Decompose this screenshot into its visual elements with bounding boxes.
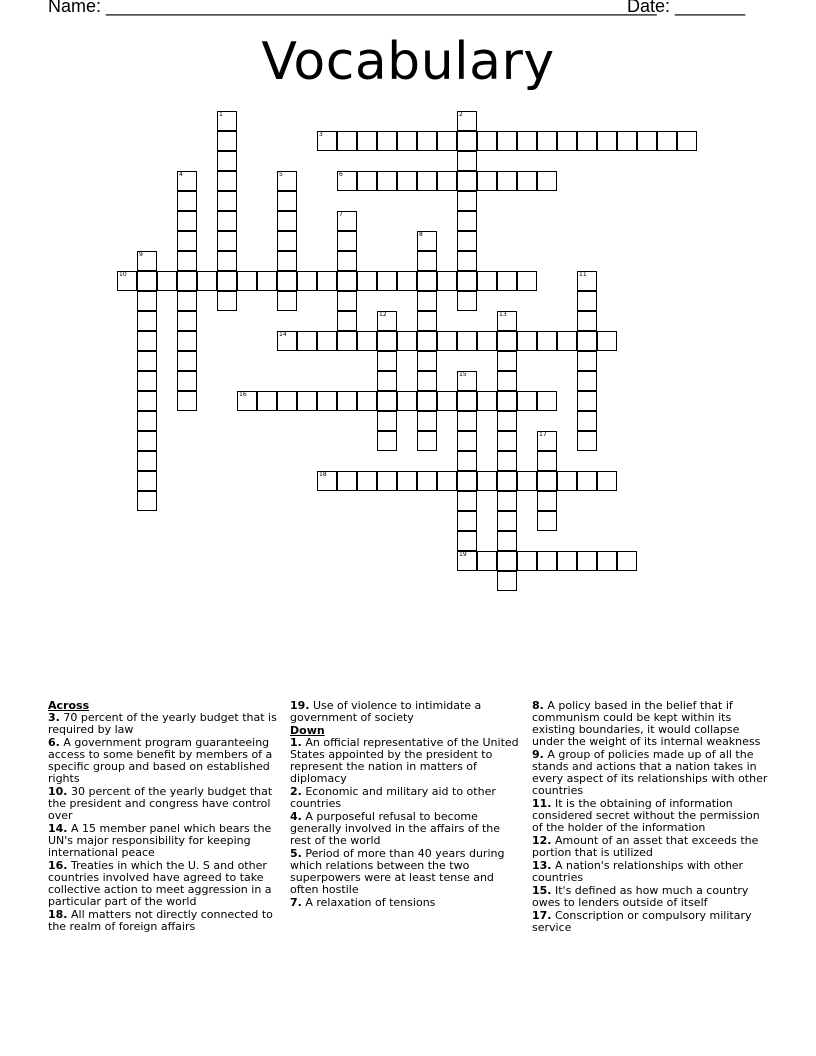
- grid-cell[interactable]: [357, 131, 377, 151]
- grid-cell[interactable]: [297, 271, 317, 291]
- grid-cell[interactable]: [457, 471, 477, 491]
- grid-cell[interactable]: [177, 331, 197, 351]
- grid-cell[interactable]: [337, 391, 357, 411]
- clue-item: [290, 737, 520, 785]
- grid-cell[interactable]: [417, 291, 437, 311]
- across-clues-continued: [290, 700, 520, 724]
- grid-cell[interactable]: [337, 131, 357, 151]
- down-clues-continued: [532, 700, 768, 934]
- clue-item-number: 16.: [48, 859, 68, 872]
- grid-cell[interactable]: [337, 311, 357, 331]
- clue-column-2: [290, 700, 520, 910]
- grid-cell[interactable]: [577, 471, 597, 491]
- grid-cell[interactable]: [377, 271, 397, 291]
- grid-cell[interactable]: [337, 271, 357, 291]
- grid-cell[interactable]: [177, 291, 197, 311]
- grid-cell[interactable]: [617, 131, 637, 151]
- grid-cell[interactable]: [597, 131, 617, 151]
- grid-cell[interactable]: [377, 131, 397, 151]
- grid-cell[interactable]: [137, 471, 157, 491]
- grid-cell[interactable]: [557, 331, 577, 351]
- grid-cell[interactable]: [137, 431, 157, 451]
- grid-cell[interactable]: [277, 271, 297, 291]
- grid-cell[interactable]: [417, 131, 437, 151]
- clue-item-text: An official representative of the United States appointed by the president to represent the nation in matters of diplomacy: [290, 736, 519, 785]
- grid-cell[interactable]: [497, 391, 517, 411]
- grid-cell[interactable]: [497, 511, 517, 531]
- grid-cell[interactable]: [537, 131, 557, 151]
- clue-item-text: It is the obtaining of information considered secret without the permission of the holder of the information: [532, 797, 760, 834]
- clue-number: 6: [339, 171, 343, 178]
- grid-cell[interactable]: [597, 471, 617, 491]
- grid-cell[interactable]: [277, 231, 297, 251]
- grid-cell[interactable]: [417, 411, 437, 431]
- clue-item-text: A 15 member panel which bears the UN's major responsibility for keeping international peace: [48, 822, 272, 859]
- grid-cell[interactable]: [337, 211, 357, 231]
- clue-item-number: 18.: [48, 908, 68, 921]
- grid-cell[interactable]: [257, 271, 277, 291]
- clue-number: 12: [379, 311, 387, 318]
- grid-cell[interactable]: [517, 171, 537, 191]
- clue-number: 10: [119, 271, 127, 278]
- grid-cell[interactable]: [217, 151, 237, 171]
- grid-cell[interactable]: [537, 491, 557, 511]
- clue-number: 1: [219, 111, 223, 118]
- grid-cell[interactable]: [357, 331, 377, 351]
- clue-number: 7: [339, 211, 343, 218]
- grid-cell[interactable]: [517, 391, 537, 411]
- grid-cell[interactable]: [237, 391, 257, 411]
- clue-item-text: Conscription or compulsory military service: [532, 909, 752, 934]
- grid-cell[interactable]: [237, 271, 257, 291]
- clue-number: 9: [139, 251, 143, 258]
- grid-cell[interactable]: [257, 391, 277, 411]
- grid-cell[interactable]: [517, 131, 537, 151]
- grid-cell[interactable]: [577, 431, 597, 451]
- grid-cell[interactable]: [577, 131, 597, 151]
- grid-cell[interactable]: [397, 131, 417, 151]
- grid-cell[interactable]: [537, 171, 557, 191]
- grid-cell[interactable]: [577, 311, 597, 331]
- grid-cell[interactable]: [457, 111, 477, 131]
- grid-cell[interactable]: [177, 171, 197, 191]
- clue-item: [532, 860, 768, 884]
- clue-item: [532, 885, 768, 909]
- clue-item: [48, 823, 280, 859]
- grid-cell[interactable]: [217, 111, 237, 131]
- clue-item-text: A policy based in the belief that if communism could be kept within its existing boundaries, it would collapse under the weight of its internal weakness: [532, 699, 761, 748]
- grid-cell[interactable]: [497, 571, 517, 591]
- grid-cell[interactable]: [137, 371, 157, 391]
- clue-item: [290, 811, 520, 847]
- grid-cell[interactable]: [457, 271, 477, 291]
- grid-cell[interactable]: [657, 131, 677, 151]
- clue-number: 13: [499, 311, 507, 318]
- grid-cell[interactable]: [477, 391, 497, 411]
- grid-cell[interactable]: [417, 471, 437, 491]
- grid-cell[interactable]: [497, 331, 517, 351]
- clue-item-text: Treaties in which the U. S and other countries involved have agreed to take collective action to meet aggression in a particular part of the world: [48, 859, 272, 908]
- across-clues: [48, 712, 280, 933]
- grid-cell[interactable]: [117, 271, 137, 291]
- clue-item-number: 10.: [48, 785, 68, 798]
- grid-cell[interactable]: [577, 331, 597, 351]
- grid-cell[interactable]: [457, 251, 477, 271]
- grid-cell[interactable]: [537, 471, 557, 491]
- grid-cell[interactable]: [437, 391, 457, 411]
- clue-item-number: 8.: [532, 699, 544, 712]
- clue-item-text: Use of violence to intimidate a government of society: [290, 699, 482, 724]
- grid-cell[interactable]: [277, 211, 297, 231]
- clue-item-number: 17.: [532, 909, 552, 922]
- clue-number: 2: [459, 111, 463, 118]
- grid-cell[interactable]: [457, 491, 477, 511]
- grid-cell[interactable]: [457, 391, 477, 411]
- grid-cell[interactable]: [397, 271, 417, 291]
- grid-cell[interactable]: [497, 411, 517, 431]
- clue-item-number: 6.: [48, 736, 60, 749]
- clue-column-1: [48, 700, 280, 934]
- grid-cell[interactable]: [377, 171, 397, 191]
- grid-cell[interactable]: [397, 331, 417, 351]
- grid-cell[interactable]: [457, 331, 477, 351]
- clue-item-number: 3.: [48, 711, 60, 724]
- grid-cell[interactable]: [377, 331, 397, 351]
- grid-cell[interactable]: [457, 231, 477, 251]
- grid-cell[interactable]: [497, 431, 517, 451]
- grid-cell[interactable]: [377, 311, 397, 331]
- grid-cell[interactable]: [217, 171, 237, 191]
- clue-item: [48, 860, 280, 908]
- clue-item: [532, 798, 768, 834]
- grid-cell[interactable]: [137, 251, 157, 271]
- grid-cell[interactable]: [297, 391, 317, 411]
- grid-cell[interactable]: [137, 271, 157, 291]
- grid-cell[interactable]: [377, 391, 397, 411]
- grid-cell[interactable]: [597, 551, 617, 571]
- clue-item-text: Period of more than 40 years during which relations between the two superpowers were at least tense and often hostile: [290, 847, 505, 896]
- grid-cell[interactable]: [417, 391, 437, 411]
- grid-cell[interactable]: [457, 171, 477, 191]
- grid-cell[interactable]: [537, 391, 557, 411]
- grid-cell[interactable]: [277, 191, 297, 211]
- grid-cell[interactable]: [137, 491, 157, 511]
- clue-number: 18: [319, 471, 327, 478]
- grid-cell[interactable]: [137, 311, 157, 331]
- clue-item-number: 5.: [290, 847, 302, 860]
- clue-number: 15: [459, 371, 467, 378]
- clue-item-text: Amount of an asset that exceeds the portion that is utilized: [532, 834, 759, 859]
- grid-cell[interactable]: [457, 431, 477, 451]
- grid-cell[interactable]: [557, 551, 577, 571]
- clue-item-number: 4.: [290, 810, 302, 823]
- grid-cell[interactable]: [277, 171, 297, 191]
- grid-cell[interactable]: [417, 171, 437, 191]
- grid-cell[interactable]: [617, 551, 637, 571]
- grid-cell[interactable]: [457, 371, 477, 391]
- clue-item-number: 12.: [532, 834, 552, 847]
- across-heading: Across: [48, 699, 90, 712]
- clue-item-number: 2.: [290, 785, 302, 798]
- grid-cell[interactable]: [477, 471, 497, 491]
- grid-cell[interactable]: [337, 231, 357, 251]
- clue-item-text: A purposeful refusal to become generally involved in the affairs of the rest of the world: [290, 810, 501, 847]
- grid-cell[interactable]: [177, 191, 197, 211]
- grid-cell[interactable]: [457, 531, 477, 551]
- grid-cell[interactable]: [577, 391, 597, 411]
- grid-cell[interactable]: [537, 331, 557, 351]
- clue-item-text: A group of policies made up of all the stands and actions that a nation takes in every aspect of its relationships with other countries: [532, 748, 768, 797]
- grid-cell[interactable]: [497, 471, 517, 491]
- grid-cell[interactable]: [137, 411, 157, 431]
- grid-cell[interactable]: [577, 551, 597, 571]
- grid-cell[interactable]: [157, 271, 177, 291]
- name-field-label: Name: _______________________________________________________: [48, 0, 657, 16]
- grid-cell[interactable]: [277, 391, 297, 411]
- grid-cell[interactable]: [177, 271, 197, 291]
- grid-cell[interactable]: [317, 271, 337, 291]
- grid-cell[interactable]: [357, 391, 377, 411]
- grid-cell[interactable]: [217, 291, 237, 311]
- grid-cell[interactable]: [137, 291, 157, 311]
- grid-cell[interactable]: [437, 331, 457, 351]
- grid-cell[interactable]: [477, 271, 497, 291]
- clue-item-number: 11.: [532, 797, 552, 810]
- clue-item-text: 70 percent of the yearly budget that is required by law: [48, 711, 277, 736]
- grid-cell[interactable]: [337, 331, 357, 351]
- grid-cell[interactable]: [457, 291, 477, 311]
- grid-cell[interactable]: [457, 411, 477, 431]
- grid-cell[interactable]: [457, 211, 477, 231]
- grid-cell[interactable]: [397, 171, 417, 191]
- grid-cell[interactable]: [277, 251, 297, 271]
- clue-number: 11: [579, 271, 587, 278]
- grid-cell[interactable]: [537, 551, 557, 571]
- grid-cell[interactable]: [457, 511, 477, 531]
- grid-cell[interactable]: [177, 351, 197, 371]
- clue-item: [48, 712, 280, 736]
- grid-cell[interactable]: [317, 131, 337, 151]
- clue-item-text: All matters not directly connected to the realm of foreign affairs: [48, 908, 273, 933]
- grid-cell[interactable]: [537, 431, 557, 451]
- grid-cell[interactable]: [497, 171, 517, 191]
- grid-cell[interactable]: [497, 531, 517, 551]
- grid-cell[interactable]: [217, 211, 237, 231]
- grid-cell[interactable]: [357, 271, 377, 291]
- grid-cell[interactable]: [417, 431, 437, 451]
- grid-cell[interactable]: [597, 331, 617, 351]
- grid-cell[interactable]: [397, 471, 417, 491]
- grid-cell[interactable]: [577, 411, 597, 431]
- grid-cell[interactable]: [437, 471, 457, 491]
- grid-cell[interactable]: [517, 331, 537, 351]
- grid-cell[interactable]: [377, 471, 397, 491]
- grid-cell[interactable]: [637, 131, 657, 151]
- clue-number: 3: [319, 131, 323, 138]
- grid-cell[interactable]: [537, 511, 557, 531]
- grid-cell[interactable]: [197, 271, 217, 291]
- grid-cell[interactable]: [517, 471, 537, 491]
- grid-cell[interactable]: [457, 451, 477, 471]
- grid-cell[interactable]: [497, 371, 517, 391]
- grid-cell[interactable]: [457, 551, 477, 571]
- clue-column-3: [532, 700, 768, 935]
- clue-item-number: 15.: [532, 884, 552, 897]
- grid-cell[interactable]: [557, 131, 577, 151]
- clue-item-number: 9.: [532, 748, 544, 761]
- grid-cell[interactable]: [497, 491, 517, 511]
- clue-number: 16: [239, 391, 247, 398]
- grid-cell[interactable]: [477, 331, 497, 351]
- clue-item: [290, 848, 520, 896]
- grid-cell[interactable]: [417, 271, 437, 291]
- grid-cell[interactable]: [537, 451, 557, 471]
- grid-cell[interactable]: [417, 251, 437, 271]
- grid-cell[interactable]: [417, 351, 437, 371]
- date-field-label: Date: _______: [627, 0, 746, 16]
- grid-cell[interactable]: [177, 211, 197, 231]
- grid-cell[interactable]: [177, 371, 197, 391]
- grid-cell[interactable]: [477, 171, 497, 191]
- grid-cell[interactable]: [137, 351, 157, 371]
- grid-cell[interactable]: [437, 131, 457, 151]
- grid-cell[interactable]: [397, 391, 417, 411]
- grid-cell[interactable]: [337, 291, 357, 311]
- page-title: Vocabulary: [261, 32, 555, 92]
- clue-item: [48, 786, 280, 822]
- clue-item: [48, 737, 280, 785]
- grid-cell[interactable]: [377, 431, 397, 451]
- grid-cell[interactable]: [337, 251, 357, 271]
- grid-cell[interactable]: [177, 391, 197, 411]
- clue-item: [532, 910, 768, 934]
- clue-item-number: 14.: [48, 822, 68, 835]
- grid-cell[interactable]: [217, 131, 237, 151]
- grid-cell[interactable]: [377, 371, 397, 391]
- grid-cell[interactable]: [577, 351, 597, 371]
- grid-cell[interactable]: [417, 231, 437, 251]
- grid-cell[interactable]: [577, 271, 597, 291]
- grid-cell[interactable]: [577, 371, 597, 391]
- grid-cell[interactable]: [297, 331, 317, 351]
- grid-cell[interactable]: [217, 191, 237, 211]
- grid-cell[interactable]: [497, 351, 517, 371]
- grid-cell[interactable]: [377, 351, 397, 371]
- clue-item-number: 13.: [532, 859, 552, 872]
- clue-number: 8: [419, 231, 423, 238]
- grid-cell[interactable]: [417, 311, 437, 331]
- clue-item-text: It's defined as how much a country owes to lenders outside of itself: [532, 884, 749, 909]
- grid-cell[interactable]: [577, 291, 597, 311]
- clue-item: [532, 749, 768, 797]
- grid-cell[interactable]: [497, 551, 517, 571]
- grid-cell[interactable]: [137, 451, 157, 471]
- grid-cell[interactable]: [337, 171, 357, 191]
- grid-cell[interactable]: [317, 331, 337, 351]
- grid-cell[interactable]: [217, 231, 237, 251]
- grid-cell[interactable]: [517, 551, 537, 571]
- clue-item-text: 30 percent of the yearly budget that the president and congress have control over: [48, 785, 273, 822]
- grid-cell[interactable]: [317, 471, 337, 491]
- grid-cell[interactable]: [417, 371, 437, 391]
- clue-item: [290, 786, 520, 810]
- grid-cell[interactable]: [557, 471, 577, 491]
- grid-cell[interactable]: [457, 151, 477, 171]
- grid-cell[interactable]: [497, 451, 517, 471]
- grid-cell[interactable]: [457, 191, 477, 211]
- clue-number: 4: [179, 171, 183, 178]
- grid-cell[interactable]: [417, 331, 437, 351]
- down-clues: [290, 737, 520, 909]
- grid-cell[interactable]: [377, 411, 397, 431]
- grid-cell[interactable]: [217, 271, 237, 291]
- down-heading: Down: [290, 724, 325, 737]
- grid-cell[interactable]: [677, 131, 697, 151]
- clue-number: 5: [279, 171, 283, 178]
- grid-cell[interactable]: [177, 231, 197, 251]
- grid-cell[interactable]: [137, 391, 157, 411]
- clue-item: [290, 897, 520, 909]
- grid-cell[interactable]: [497, 271, 517, 291]
- grid-cell[interactable]: [177, 251, 197, 271]
- grid-cell[interactable]: [357, 171, 377, 191]
- grid-cell[interactable]: [217, 251, 237, 271]
- grid-cell[interactable]: [277, 291, 297, 311]
- clue-item-text: A relaxation of tensions: [301, 896, 436, 909]
- grid-cell[interactable]: [477, 131, 497, 151]
- clue-item: [532, 700, 768, 748]
- grid-cell[interactable]: [357, 471, 377, 491]
- clue-item: [48, 909, 280, 933]
- clue-item-text: A government program guaranteeing access to some benefit by members of a specific group and based on established rights: [48, 736, 273, 785]
- clue-item: [532, 835, 768, 859]
- grid-cell[interactable]: [137, 331, 157, 351]
- grid-cell[interactable]: [517, 271, 537, 291]
- grid-cell[interactable]: [437, 171, 457, 191]
- clue-item-number: 19.: [290, 699, 310, 712]
- grid-cell[interactable]: [177, 311, 197, 331]
- clue-item-text: Economic and military aid to other countries: [290, 785, 496, 810]
- clue-item-number: 1.: [290, 736, 302, 749]
- grid-cell[interactable]: [437, 271, 457, 291]
- clue-number: 19: [459, 551, 467, 558]
- grid-cell[interactable]: [277, 331, 297, 351]
- clue-item-number: 7.: [290, 896, 302, 909]
- grid-cell[interactable]: [337, 471, 357, 491]
- grid-cell[interactable]: [497, 131, 517, 151]
- clue-item: [290, 700, 520, 724]
- clue-item-text: A nation's relationships with other countries: [532, 859, 744, 884]
- grid-cell[interactable]: [497, 311, 517, 331]
- grid-cell[interactable]: [457, 131, 477, 151]
- clue-number: 14: [279, 331, 287, 338]
- clue-number: 17: [539, 431, 547, 438]
- grid-cell[interactable]: [317, 391, 337, 411]
- grid-cell[interactable]: [477, 551, 497, 571]
